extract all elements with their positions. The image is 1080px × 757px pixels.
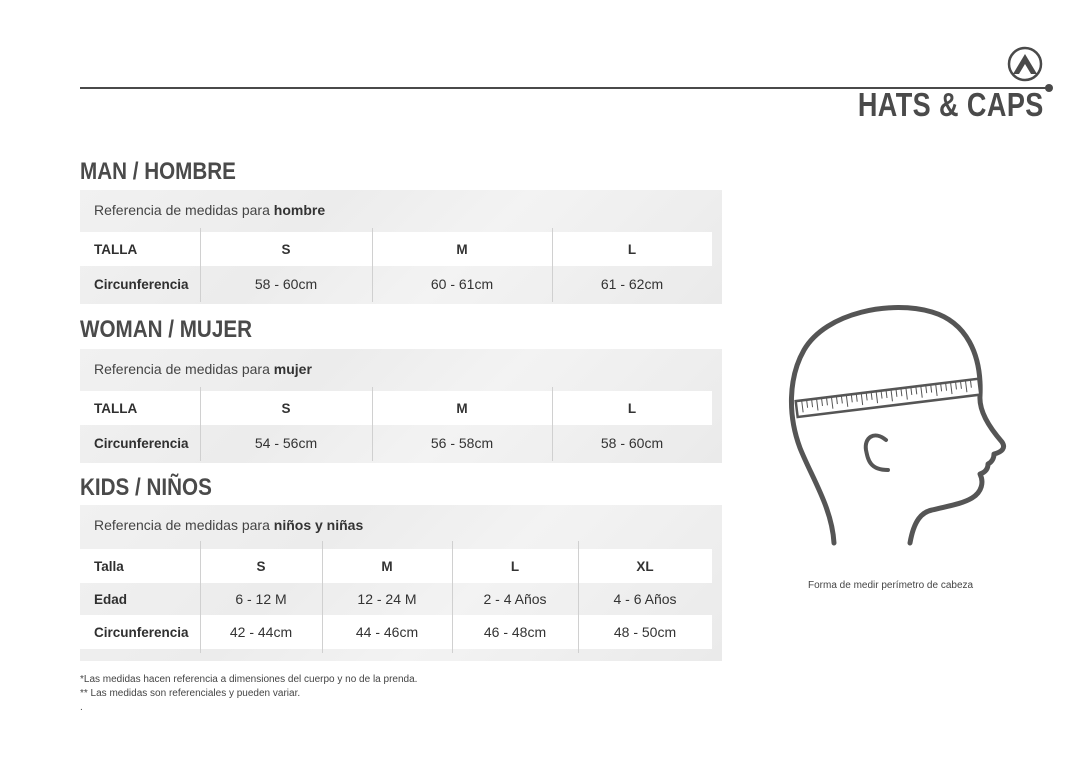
caption-bold: mujer xyxy=(273,361,312,377)
column-header-m: M xyxy=(381,558,393,574)
section-title-man: MAN / HOMBRE xyxy=(80,158,236,185)
mountain-logo-icon xyxy=(1005,46,1045,82)
size-table-man xyxy=(80,190,722,304)
table-row xyxy=(80,425,712,461)
row-label-edad: Edad xyxy=(94,591,128,607)
column-header-s: S xyxy=(281,400,291,416)
column-header-l: L xyxy=(510,558,520,574)
illustration-caption: Forma de medir perímetro de cabeza xyxy=(808,580,974,591)
footnote: . xyxy=(80,702,83,713)
table-cell: 42 - 44cm xyxy=(229,624,293,640)
column-divider xyxy=(372,387,373,461)
column-header-m: M xyxy=(456,241,468,257)
table-cell: 44 - 46cm xyxy=(355,624,419,640)
row-label-circunferencia: Circunferencia xyxy=(94,276,189,292)
column-header-l: L xyxy=(627,400,637,416)
column-header-talla: Talla xyxy=(94,558,124,574)
caption-prefix: Referencia de medidas para xyxy=(94,517,270,533)
column-divider xyxy=(322,541,323,653)
page-title: HATS & CAPS xyxy=(858,86,1044,123)
column-header-xl: XL xyxy=(636,558,654,574)
table-cell: 12 - 24 M xyxy=(357,591,417,607)
column-divider xyxy=(200,387,201,461)
section-title-woman: WOMAN / MUJER xyxy=(80,316,252,343)
table-cell: 48 - 50cm xyxy=(613,624,677,640)
column-divider xyxy=(200,228,201,302)
row-label-circunferencia: Circunferencia xyxy=(94,435,189,451)
table-row xyxy=(80,583,712,615)
table-cell: 4 - 6 Años xyxy=(613,591,677,607)
size-table-kids xyxy=(80,505,722,661)
column-header-s: S xyxy=(256,558,266,574)
row-label-circunferencia: Circunferencia xyxy=(94,624,189,640)
caption-bold: hombre xyxy=(273,202,326,218)
caption-bold: niños y niñas xyxy=(273,517,364,533)
panel-caption xyxy=(94,517,363,533)
table-cell: 61 - 62cm xyxy=(600,276,664,292)
table-cell: 56 - 58cm xyxy=(430,435,494,451)
table-header-row xyxy=(80,232,712,266)
footnote: *Las medidas hacen referencia a dimensiones del cuerpo y no de la prenda. xyxy=(80,674,418,685)
table-row xyxy=(80,266,712,302)
footnote: ** Las medidas son referenciales y pueden variar. xyxy=(80,688,301,699)
table-cell: 54 - 56cm xyxy=(254,435,318,451)
column-header-l: L xyxy=(627,241,637,257)
table-cell: 60 - 61cm xyxy=(430,276,494,292)
table-cell: 46 - 48cm xyxy=(483,624,547,640)
column-divider xyxy=(200,541,201,653)
panel-caption xyxy=(94,202,325,218)
column-divider xyxy=(552,387,553,461)
column-header-talla: TALLA xyxy=(94,400,138,416)
column-header-talla: TALLA xyxy=(94,241,138,257)
table-row xyxy=(80,615,712,649)
column-divider xyxy=(552,228,553,302)
column-header-s: S xyxy=(281,241,291,257)
section-title-kids: KIDS / NIÑOS xyxy=(80,474,212,501)
column-divider xyxy=(372,228,373,302)
table-cell: 2 - 4 Años xyxy=(483,591,547,607)
table-cell: 6 - 12 M xyxy=(235,591,287,607)
header-divider-dot xyxy=(1045,84,1053,92)
table-cell: 58 - 60cm xyxy=(600,435,664,451)
size-table-woman xyxy=(80,349,722,463)
column-header-m: M xyxy=(456,400,468,416)
panel-caption xyxy=(94,361,312,377)
column-divider xyxy=(452,541,453,653)
table-header-row xyxy=(80,549,712,583)
head-measuring-tape-icon xyxy=(782,298,1012,548)
table-cell: 58 - 60cm xyxy=(254,276,318,292)
table-header-row xyxy=(80,391,712,425)
caption-prefix: Referencia de medidas para xyxy=(94,361,270,377)
caption-prefix: Referencia de medidas para xyxy=(94,202,270,218)
column-divider xyxy=(578,541,579,653)
